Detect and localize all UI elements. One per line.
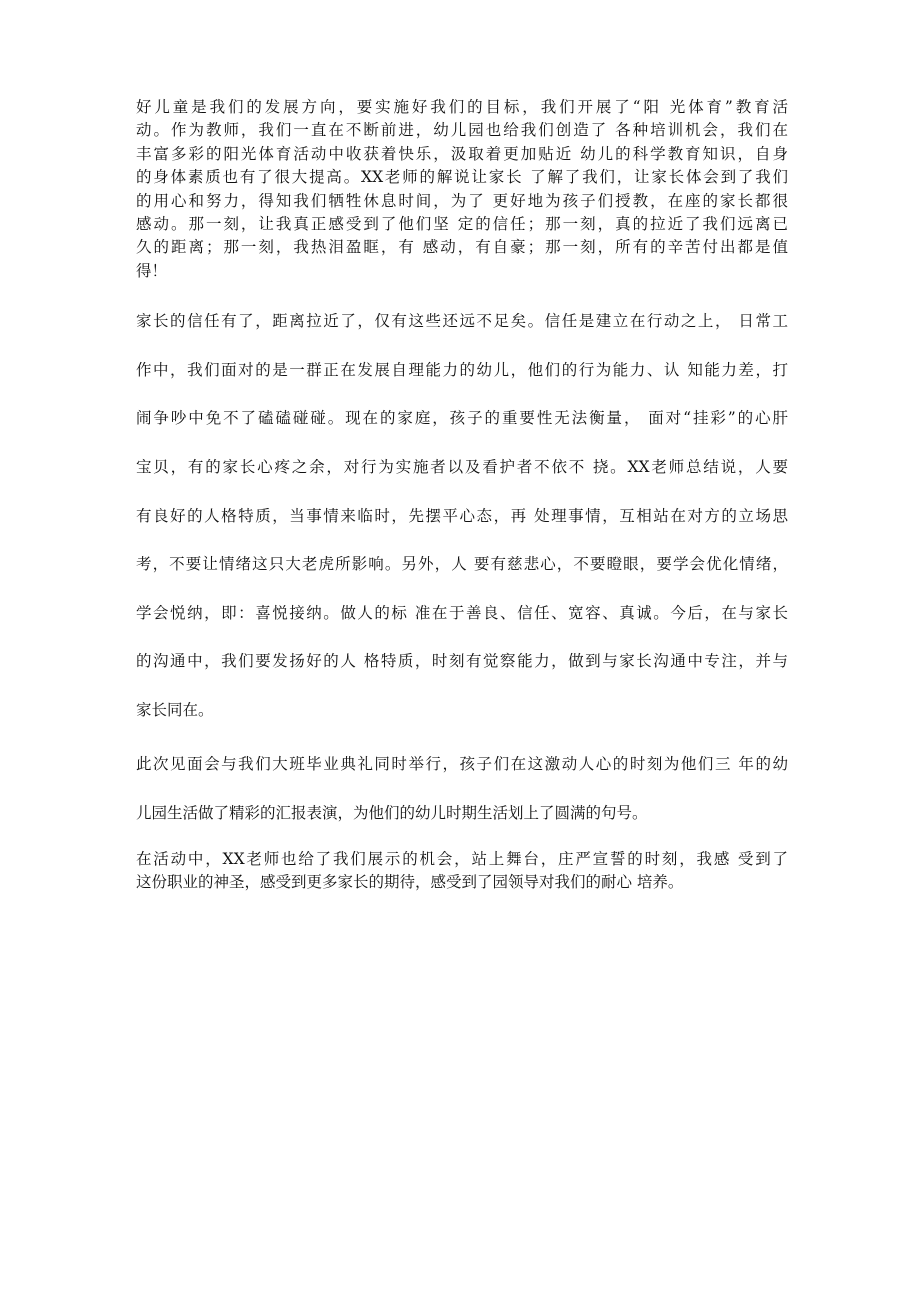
- paragraph-line: 家长同在。: [136, 700, 214, 719]
- paragraph-line: 闹争吵中免不了磕磕碰碰。现在的家庭，孩子的重要性无法衡量， 面对“挂彩”的心肝: [136, 409, 788, 428]
- paragraph-line: 儿园生活做了精彩的汇报表演，为他们的幼儿时期生活划上了圆满的句号。: [136, 804, 648, 823]
- paragraph-line: 宝贝，有的家长心疼之余，对行为实施者以及看护者不依不 挠。XX老师总结说，人要: [136, 457, 788, 476]
- paragraph-1: [136, 96, 788, 283]
- paragraph-3: [136, 740, 788, 837]
- paragraph-line: 丰富多彩的阳光体育活动中收获着快乐，汲取着更加贴近 幼儿的科学教育知识，自身: [136, 144, 788, 163]
- paragraph-2: [136, 297, 788, 734]
- paragraph-line: 感动。那一刻，让我真正感受到了他们坚 定的信任；那一刻，真的拉近了我们远离已: [136, 214, 788, 233]
- paragraph-line: 考，不要让情绪这只大老虎所影响。另外，人 要有慈悲心，不要瞪眼，要学会优化情绪，: [136, 555, 788, 574]
- paragraph-line: 好儿童是我们的发展方向，要实施好我们的目标，我们开展了“阳 光体育”教育活: [136, 98, 788, 116]
- paragraph-line: 的沟通中，我们要发扬好的人 格特质，时刻有觉察能力，做到与家长沟通中专注，并与: [136, 652, 788, 671]
- paragraph-line: 久的距离；那一刻，我热泪盈眶，有 感动，有自豪；那一刻，所有的辛苦付出都是值: [136, 238, 788, 257]
- paragraph-line: 得！: [136, 261, 168, 280]
- paragraph-line: 的身体素质也有了很大提高。XX老师的解说让家长 了解了我们，让家长体会到了我们: [136, 168, 788, 187]
- paragraph-line: 学会悦纳，即：喜悦接纳。做人的标 准在于善良、信任、宽容、真诚。今后，在与家长: [136, 603, 788, 622]
- document-page: [136, 96, 788, 894]
- paragraph-line: 的用心和努力，得知我们牺牲休息时间，为了 更好地为孩子们授教，在座的家长都很: [136, 191, 788, 210]
- paragraph-line: 动。作为教师，我们一直在不断前进，幼儿园也给我们创造了 各种培训机会，我们在: [136, 121, 788, 140]
- paragraph-line: 这份职业的神圣，感受到更多家长的期待，感受到了园领导对我们的耐心 培养。: [136, 873, 684, 892]
- paragraph-line: 家长的信任有了，距离拉近了，仅有这些还远不足矣。信任是建立在行动之上， 日常工: [136, 312, 788, 331]
- paragraph-line: 此次见面会与我们大班毕业典礼同时举行，孩子们在这激动人心的时刻为他们三 年的幼: [136, 755, 788, 774]
- paragraph-line: 在活动中，XX老师也给了我们展示的机会，站上舞台，庄严宣誓的时刻，我感 受到了: [136, 849, 788, 868]
- paragraph-line: 有良好的人格特质，当事情来临时，先摆平心态，再 处理事情，互相站在对方的立场思: [136, 506, 788, 525]
- paragraph-4: [136, 848, 788, 895]
- paragraph-line: 作中，我们面对的是一群正在发展自理能力的幼儿，他们的行为能力、认 知能力差，打: [136, 360, 788, 379]
